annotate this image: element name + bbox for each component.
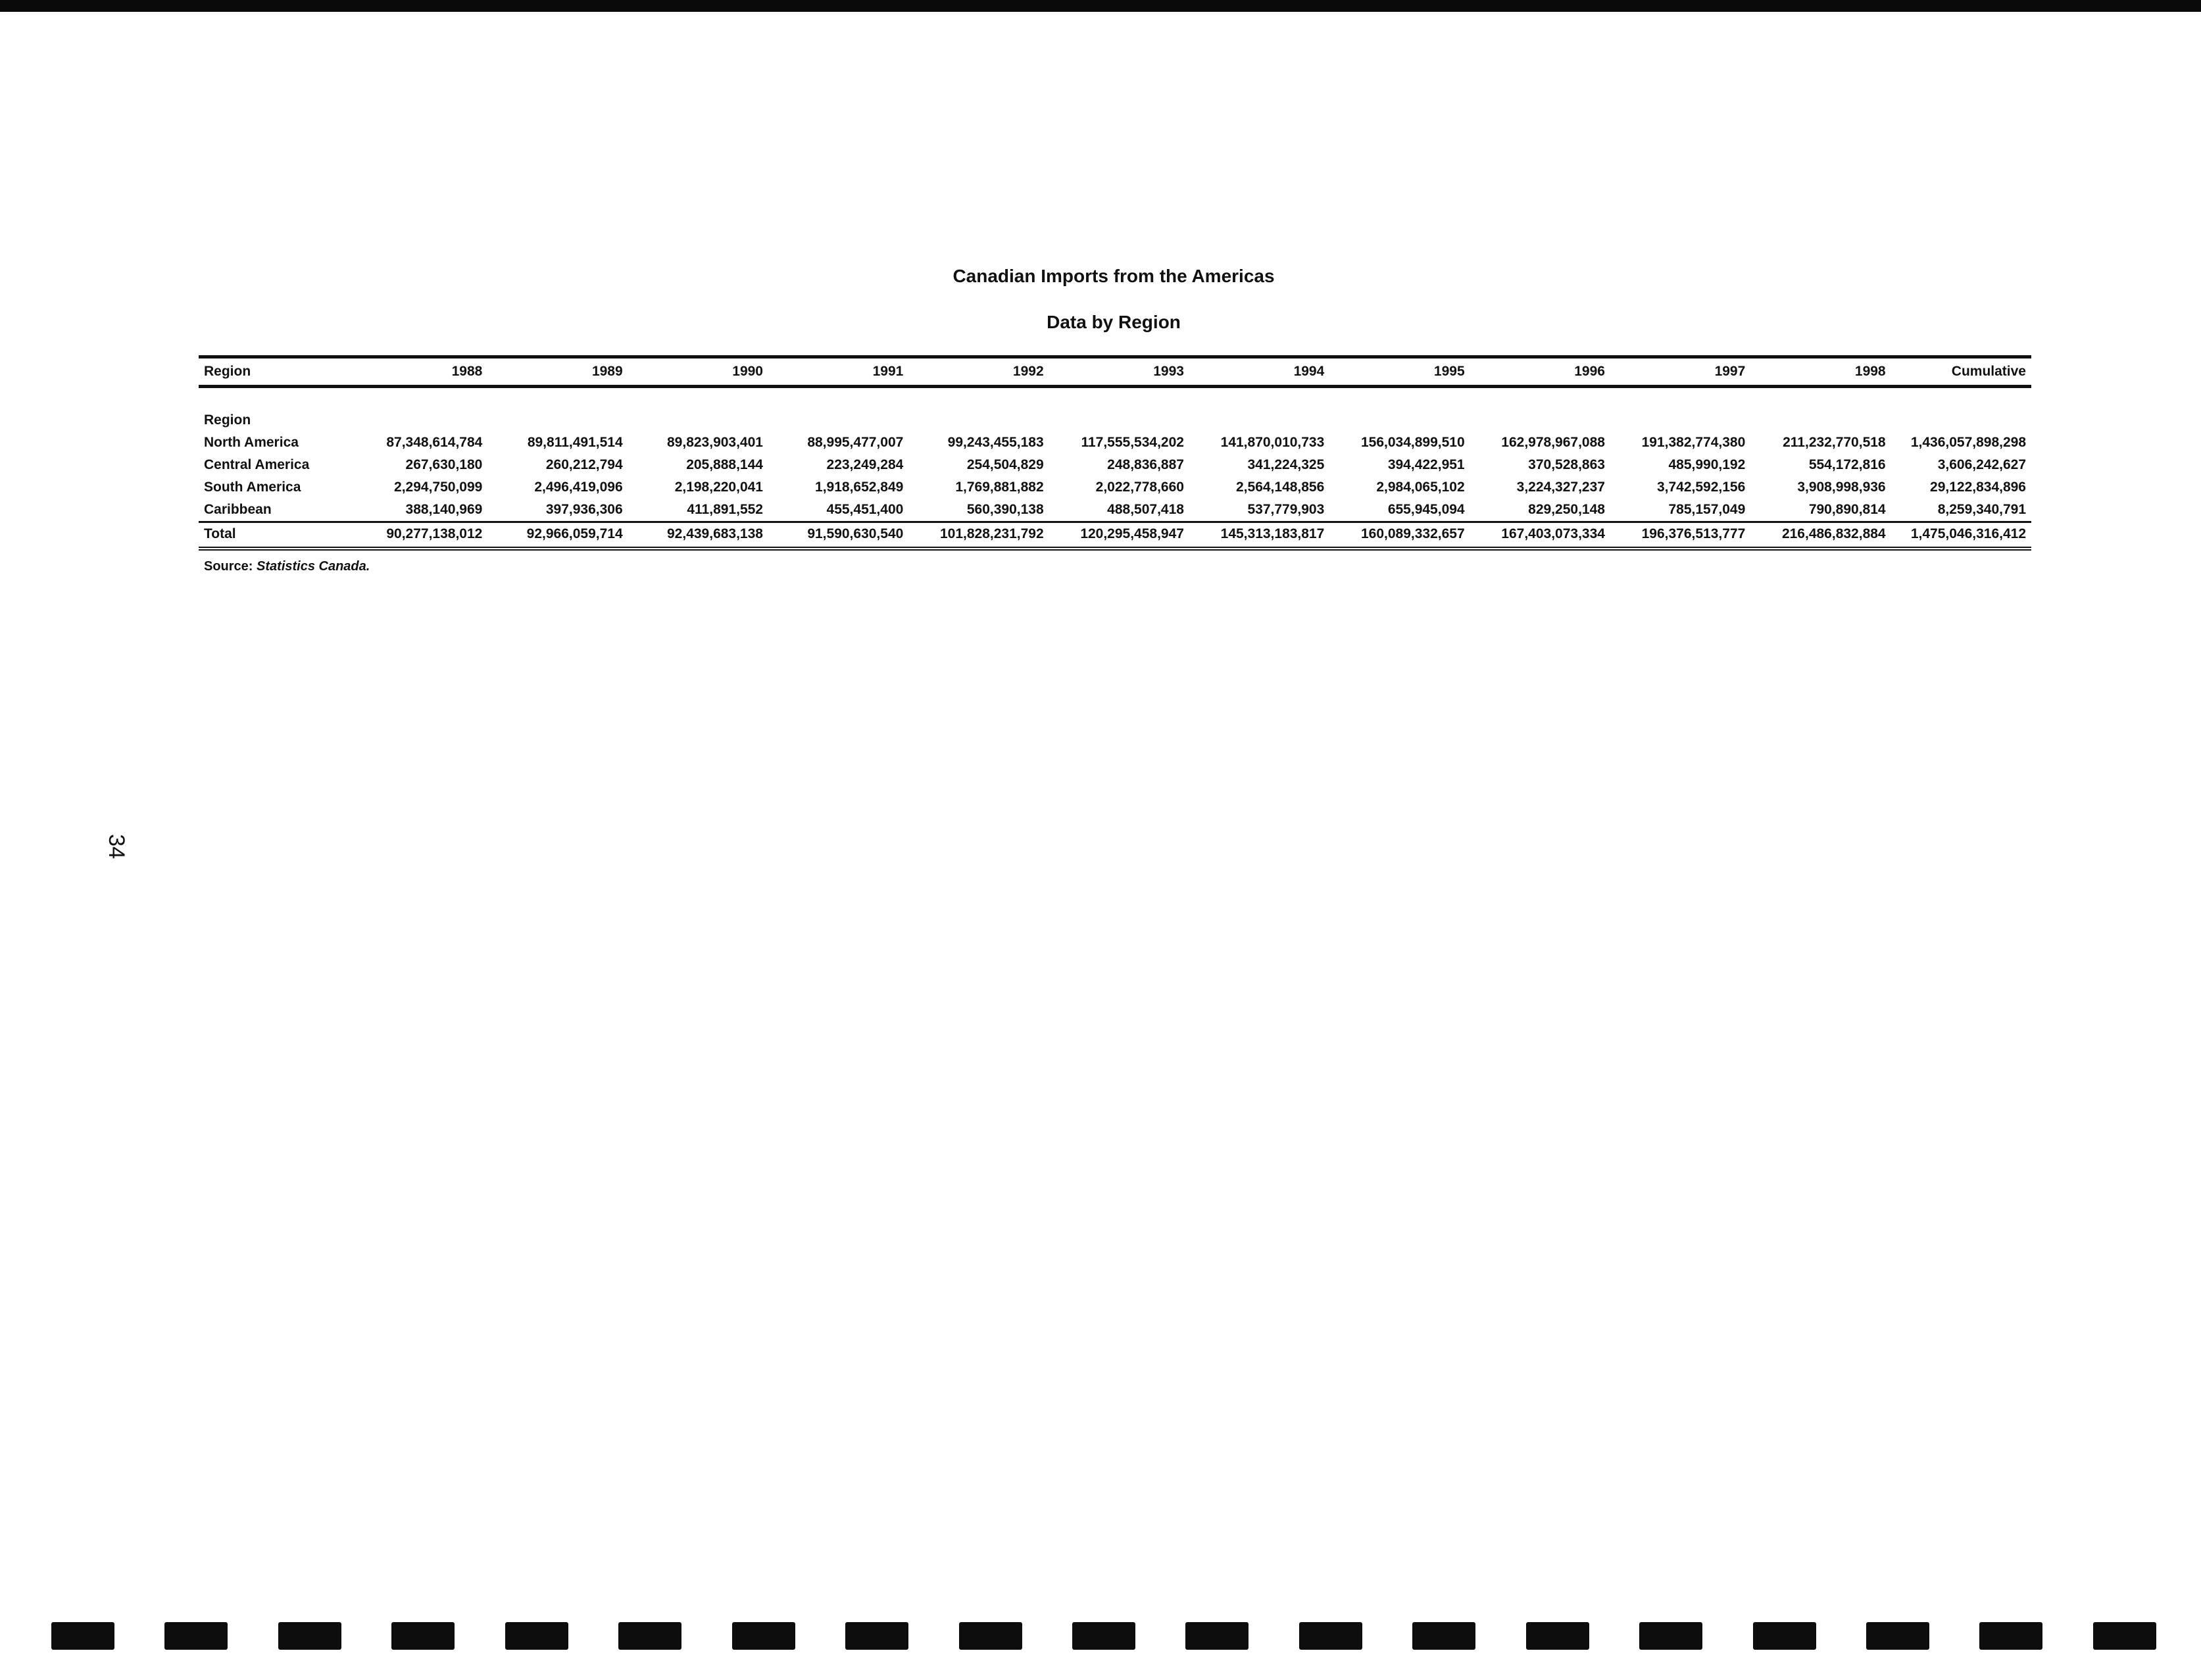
table-row (199, 499, 2031, 522)
column-header-1994: 1994 (1189, 357, 1329, 387)
total-cell: 92,439,683,138 (628, 522, 768, 549)
total-cell: 120,295,458,947 (1049, 522, 1189, 549)
table-cell: 537,779,903 (1189, 499, 1329, 522)
table-cell: 3,606,242,627 (1937, 457, 2026, 472)
table-row (199, 476, 2031, 499)
table-cell: 341,224,325 (1247, 457, 1325, 472)
table-cell: 488,507,418 (1049, 499, 1189, 522)
table-cell: 411,891,552 (628, 499, 768, 522)
table-cell: 141,870,010,733 (1220, 435, 1325, 450)
column-header-1997: 1997 (1610, 357, 1750, 387)
total-cell: 160,089,332,657 (1329, 522, 1470, 549)
table-cell: 89,823,903,401 (667, 435, 763, 450)
table-cell: 88,995,477,007 (807, 435, 904, 450)
table-cell: 223,249,284 (826, 457, 904, 472)
table-header-row (199, 357, 2031, 387)
table-cell: 254,504,829 (966, 457, 1044, 472)
registration-mark (1072, 1622, 1135, 1650)
registration-mark (1753, 1622, 1816, 1650)
table-cell: 3,742,592,156 (1656, 480, 1746, 495)
table-cell: 205,888,144 (686, 457, 763, 472)
table-cell: 2,564,148,856 (1236, 480, 1325, 495)
total-cell: 92,966,059,714 (487, 522, 628, 549)
total-cell: 196,376,513,777 (1610, 522, 1750, 549)
total-cell: 91,590,630,540 (768, 522, 908, 549)
table-cell: 162,978,967,088 (1501, 435, 1605, 450)
column-header-1998: 1998 (1750, 357, 1891, 387)
table-cell: 394,422,951 (1387, 457, 1465, 472)
table-cell: 829,250,148 (1470, 499, 1610, 522)
source-name: Statistics Canada. (257, 559, 370, 574)
table-cell: 554,172,816 (1808, 457, 1886, 472)
registration-mark (732, 1622, 795, 1650)
registration-mark (1412, 1622, 1475, 1650)
table-cell: 1,436,057,898,298 (1910, 435, 2026, 450)
row-label-caribbean: Caribbean (199, 499, 347, 522)
table-cell: 99,243,455,183 (947, 435, 1044, 450)
table-cell: 785,157,049 (1610, 499, 1750, 522)
registration-mark (1979, 1622, 2042, 1650)
table-cell: 3,224,327,237 (1516, 480, 1605, 495)
registration-mark (391, 1622, 455, 1650)
column-header-1993: 1993 (1049, 357, 1189, 387)
row-label-north-america: North America (204, 435, 299, 450)
table-cell: 2,984,065,102 (1376, 480, 1465, 495)
table-cell: 191,382,774,380 (1641, 435, 1746, 450)
total-cell: 1,475,046,316,412 (1891, 522, 2031, 549)
source-prefix: Source: (204, 559, 253, 574)
table-cell: 2,198,220,041 (674, 480, 763, 495)
table-row (199, 454, 2031, 476)
registration-mark (1185, 1622, 1249, 1650)
table-cell: 370,528,863 (1528, 457, 1605, 472)
table-cell: 260,212,794 (545, 457, 623, 472)
table-cell: 397,936,306 (487, 499, 628, 522)
imports-table-container (199, 355, 2031, 551)
document-subtitle: Data by Region (1047, 312, 1181, 332)
column-header-cumulative: Cumulative (1891, 357, 2031, 387)
table-cell: 87,348,614,784 (386, 435, 483, 450)
total-cell: 145,313,183,817 (1189, 522, 1329, 549)
table-cell: 117,555,534,202 (1081, 435, 1184, 450)
registration-mark (618, 1622, 681, 1650)
registration-mark (505, 1622, 568, 1650)
row-label-central-america: Central America (204, 457, 310, 472)
table-cell: 655,945,094 (1329, 499, 1470, 522)
registration-mark (1639, 1622, 1702, 1650)
column-header-1990: 1990 (628, 357, 768, 387)
table-cell: 2,022,778,660 (1095, 480, 1184, 495)
table-cell: 8,259,340,791 (1891, 499, 2031, 522)
table-row (199, 432, 2031, 454)
column-header-1989: 1989 (487, 357, 628, 387)
table-spacer-row (199, 387, 2031, 408)
row-label-total: Total (199, 522, 347, 549)
scan-registration-marks (51, 1622, 2156, 1651)
imports-by-region-table (199, 355, 2031, 551)
column-header-1992: 1992 (908, 357, 1049, 387)
table-cell: 89,811,491,514 (527, 435, 623, 450)
column-header-1996: 1996 (1470, 357, 1610, 387)
table-cell: 29,122,834,896 (1930, 480, 2026, 495)
table-cell: 1,918,652,849 (815, 480, 904, 495)
table-cell: 267,630,180 (405, 457, 483, 472)
table-cell: 2,294,750,099 (394, 480, 483, 495)
column-header-region: Region (199, 357, 347, 387)
table-cell: 248,836,887 (1107, 457, 1184, 472)
table-cell: 3,908,998,936 (1797, 480, 1886, 495)
registration-mark (1526, 1622, 1589, 1650)
table-cell: 1,769,881,882 (955, 480, 1044, 495)
column-header-1995: 1995 (1329, 357, 1470, 387)
total-cell: 101,828,231,792 (908, 522, 1049, 549)
scan-top-edge (0, 0, 2201, 12)
registration-mark (2093, 1622, 2156, 1650)
column-header-1991: 1991 (768, 357, 908, 387)
page-number: 34 (104, 834, 129, 859)
registration-mark (845, 1622, 908, 1650)
table-cell: 156,034,899,510 (1360, 435, 1465, 450)
table-cell: 211,232,770,518 (1783, 435, 1886, 450)
registration-mark (278, 1622, 341, 1650)
registration-mark (164, 1622, 228, 1650)
table-cell: 790,890,814 (1750, 499, 1891, 522)
registration-mark (51, 1622, 114, 1650)
total-cell: 216,486,832,884 (1750, 522, 1891, 549)
column-header-1988: 1988 (347, 357, 487, 387)
table-cell: 455,451,400 (768, 499, 908, 522)
group-label: Region (204, 412, 251, 428)
row-label-south-america: South America (204, 480, 301, 495)
total-cell: 167,403,073,334 (1470, 522, 1610, 549)
table-cell: 388,140,969 (347, 499, 487, 522)
registration-mark (1866, 1622, 1929, 1650)
source-note (204, 559, 370, 574)
document-title: Canadian Imports from the Americas (952, 266, 1275, 286)
table-cell: 560,390,138 (908, 499, 1049, 522)
table-total-row (199, 522, 2031, 549)
table-group-label-row (199, 408, 2031, 432)
table-cell: 485,990,192 (1668, 457, 1746, 472)
total-cell: 90,277,138,012 (347, 522, 487, 549)
table-cell: 2,496,419,096 (534, 480, 623, 495)
registration-mark (959, 1622, 1022, 1650)
registration-mark (1299, 1622, 1362, 1650)
